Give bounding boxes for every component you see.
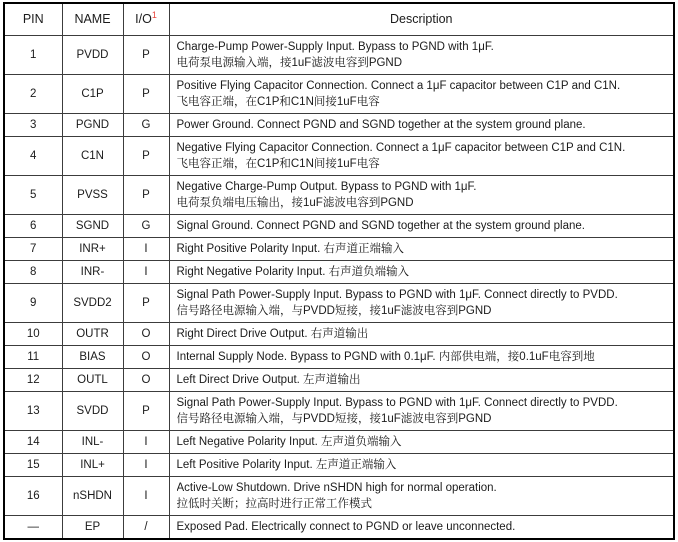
name-cell: OUTL [62, 368, 123, 391]
io-cell: P [123, 175, 169, 214]
pin-cell: 10 [4, 322, 62, 345]
pin-cell: — [4, 515, 62, 539]
table-row [4, 214, 674, 237]
table-row [4, 430, 674, 453]
name-cell: PGND [62, 113, 123, 136]
io-cell: O [123, 345, 169, 368]
name-cell: INR- [62, 260, 123, 283]
pin-cell: 12 [4, 368, 62, 391]
name-cell: nSHDN [62, 476, 123, 515]
table-row [4, 322, 674, 345]
io-cell: I [123, 476, 169, 515]
pin-cell: 4 [4, 136, 62, 175]
description-line: Charge-Pump Power-Supply Input. Bypass to PGND with 1μF. [176, 40, 494, 53]
name-cell: C1N [62, 136, 123, 175]
description-line: Left Negative Polarity Input. 左声道负端输入 [176, 435, 402, 448]
table-row [4, 35, 674, 74]
description-cell [169, 136, 674, 175]
description-line: 信号路径电源输入端，与PVDD短接，接1uF滤波电容到PGND [176, 412, 492, 425]
description-cell [169, 175, 674, 214]
io-cell: I [123, 260, 169, 283]
description-line: Right Negative Polarity Input. 右声道负端输入 [176, 265, 410, 278]
table-row [4, 476, 674, 515]
pin-cell: 2 [4, 74, 62, 113]
pin-cell: 9 [4, 283, 62, 322]
pin-description-table [3, 2, 675, 540]
io-cell: I [123, 430, 169, 453]
description-cell [169, 430, 674, 453]
io-cell: G [123, 214, 169, 237]
pin-cell: 13 [4, 391, 62, 430]
io-cell: P [123, 35, 169, 74]
io-cell: / [123, 515, 169, 539]
description-line: Left Direct Drive Output. 左声道输出 [176, 373, 361, 386]
pin-cell: 6 [4, 214, 62, 237]
name-cell: INL- [62, 430, 123, 453]
io-cell: P [123, 74, 169, 113]
table-row [4, 283, 674, 322]
description-line: Active-Low Shutdown. Drive nSHDN high for normal operation. [176, 481, 497, 494]
description-cell [169, 345, 674, 368]
table-row [4, 368, 674, 391]
description-line: Signal Path Power-Supply Input. Bypass to PGND with 1μF. Connect directly to PVDD. [176, 288, 618, 301]
column-header-io [123, 3, 169, 35]
io-cell: P [123, 391, 169, 430]
name-cell: PVSS [62, 175, 123, 214]
description-cell [169, 74, 674, 113]
description-line: Negative Flying Capacitor Connection. Connect a 1μF capacitor between C1P and C1N. [176, 141, 626, 154]
table-body [4, 35, 674, 539]
pin-cell: 15 [4, 453, 62, 476]
table-row [4, 237, 674, 260]
description-line: 拉低时关断；拉高时进行正常工作模式 [176, 497, 372, 510]
description-line: Negative Charge-Pump Output. Bypass to PGND with 1μF. [176, 180, 477, 193]
name-cell: OUTR [62, 322, 123, 345]
description-cell [169, 237, 674, 260]
column-header-pin: PIN [4, 3, 62, 35]
description-line: Left Positive Polarity Input. 左声道正端输入 [176, 458, 397, 471]
table-row [4, 391, 674, 430]
pin-cell: 3 [4, 113, 62, 136]
table-row [4, 175, 674, 214]
description-cell [169, 453, 674, 476]
column-header-description: Description [169, 3, 674, 35]
description-cell [169, 214, 674, 237]
description-cell [169, 113, 674, 136]
io-header-label: I/O [135, 12, 152, 27]
description-line: Signal Path Power-Supply Input. Bypass to PGND with 1μF. Connect directly to PVDD. [176, 396, 618, 409]
name-cell: SGND [62, 214, 123, 237]
description-line: 电荷泵负端电压输出，接1uF滤波电容到PGND [176, 196, 414, 209]
table-row [4, 136, 674, 175]
name-cell: INL+ [62, 453, 123, 476]
name-cell: PVDD [62, 35, 123, 74]
table-row [4, 113, 674, 136]
io-cell: P [123, 136, 169, 175]
description-line: Exposed Pad. Electrically connect to PGND or leave unconnected. [176, 520, 516, 533]
description-line: 飞电容正端，在C1P和C1N间接1uF电容 [176, 95, 380, 108]
description-cell [169, 260, 674, 283]
io-cell: O [123, 368, 169, 391]
io-footnote-superscript: 1 [151, 10, 157, 21]
description-line: Internal Supply Node. Bypass to PGND with 0.1μF. 内部供电端，接0.1uF电容到地 [176, 350, 595, 363]
description-line: Positive Flying Capacitor Connection. Connect a 1μF capacitor between C1P and C1N. [176, 79, 621, 92]
pin-cell: 7 [4, 237, 62, 260]
io-cell: P [123, 283, 169, 322]
description-line: 信号路径电源输入端，与PVDD短接，接1uF滤波电容到PGND [176, 304, 492, 317]
description-line: Right Direct Drive Output. 右声道输出 [176, 327, 369, 340]
description-line: Signal Ground. Connect PGND and SGND together at the system ground plane. [176, 219, 585, 232]
io-cell: G [123, 113, 169, 136]
io-cell: O [123, 322, 169, 345]
description-cell [169, 283, 674, 322]
pin-cell: 1 [4, 35, 62, 74]
name-cell: SVDD2 [62, 283, 123, 322]
pin-cell: 8 [4, 260, 62, 283]
pin-cell: 14 [4, 430, 62, 453]
header-row [4, 3, 674, 35]
description-line: 电荷泵电源输入端，接1uF滤波电容到PGND [176, 56, 403, 69]
name-cell: INR+ [62, 237, 123, 260]
description-cell [169, 476, 674, 515]
description-line: Power Ground. Connect PGND and SGND together at the system ground plane. [176, 118, 586, 131]
table-header [4, 3, 674, 35]
column-header-name: NAME [62, 3, 123, 35]
name-cell: SVDD [62, 391, 123, 430]
description-cell [169, 35, 674, 74]
pin-cell: 5 [4, 175, 62, 214]
io-cell: I [123, 237, 169, 260]
table-row [4, 74, 674, 113]
pin-cell: 16 [4, 476, 62, 515]
description-cell [169, 368, 674, 391]
name-cell: C1P [62, 74, 123, 113]
description-cell [169, 322, 674, 345]
description-cell [169, 391, 674, 430]
table-row [4, 260, 674, 283]
io-cell: I [123, 453, 169, 476]
table-row [4, 345, 674, 368]
name-cell: BIAS [62, 345, 123, 368]
table-row [4, 453, 674, 476]
description-line: Right Positive Polarity Input. 右声道正端输入 [176, 242, 405, 255]
pin-cell: 11 [4, 345, 62, 368]
name-cell: EP [62, 515, 123, 539]
description-line: 飞电容正端，在C1P和C1N间接1uF电容 [176, 157, 380, 170]
